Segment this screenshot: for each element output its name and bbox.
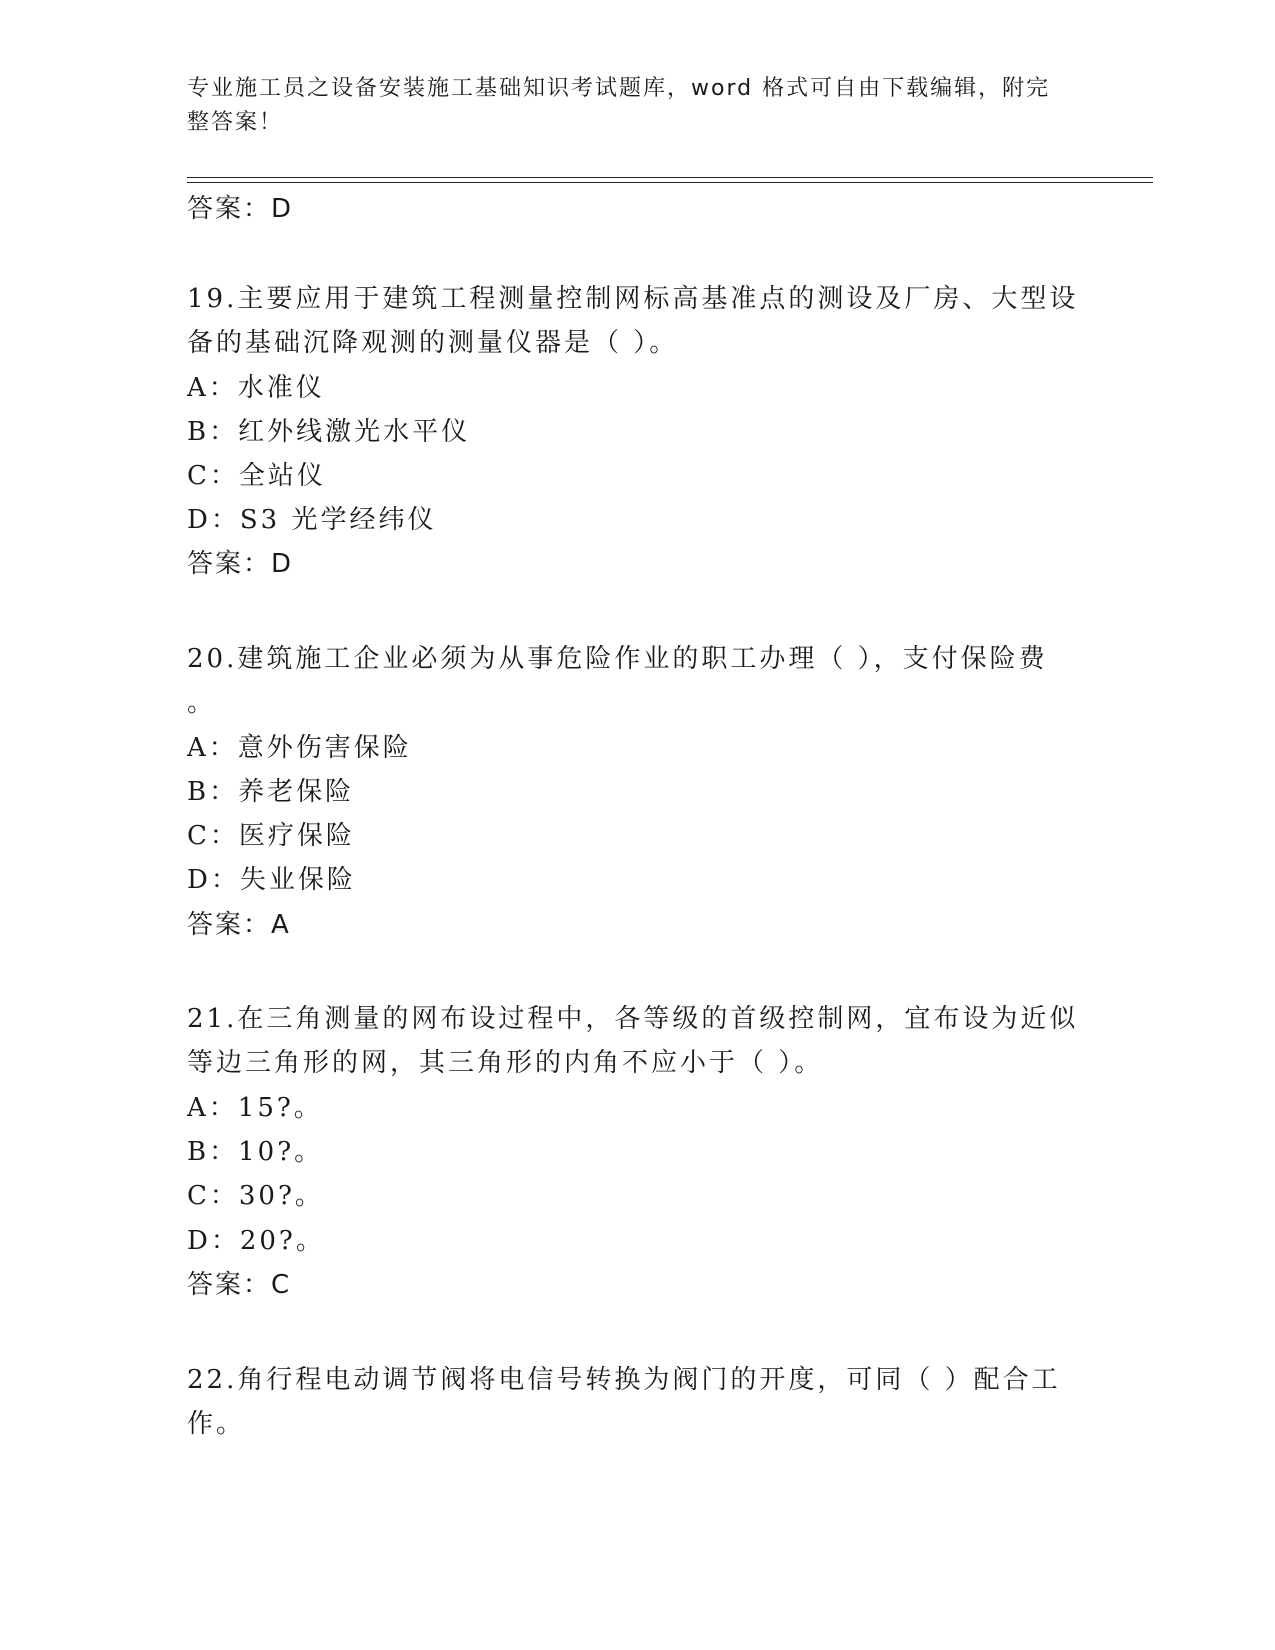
q21-option-b: B：10?。 [187,1137,324,1167]
q20-answer: 答案：A [187,910,291,940]
q19-option-a: A：水准仪 [187,373,325,403]
q21-stem-line-2: 等边三角形的网，其三角形的内角不应小于（ ）。 [187,1048,824,1078]
q21-stem-line-1: 21.在三角测量的网布设过程中，各等级的首级控制网，宜布设为近似 [187,1004,1079,1034]
q22-stem-line-1: 22.角行程电动调节阀将电信号转换为阀门的开度，可同（ ）配合工 [187,1365,1061,1395]
header-line-2: 整答案！ [187,110,284,135]
q21-option-d: D：20?。 [187,1226,325,1256]
header-line-1: 专业施工员之设备安装施工基础知识考试题库，word 格式可自由下载编辑，附完 [187,76,1051,101]
q20-option-b: B：养老保险 [187,777,355,807]
header-divider-top [187,177,1153,178]
prev-question-answer: 答案：D [187,194,294,224]
q20-stem-line-2: 。 [187,688,217,718]
q21-option-a: A：15?。 [187,1093,323,1123]
q20-option-d: D：失业保险 [187,865,356,895]
q20-option-a: A：意外伤害保险 [187,733,412,763]
q20-stem-line-1: 20.建筑施工企业必须为从事危险作业的职工办理（ ），支付保险费 [187,644,1048,674]
q22-stem-line-2: 作。 [187,1409,246,1439]
q21-answer: 答案：C [187,1270,292,1300]
header-divider-bottom [187,182,1153,183]
q19-option-d: D：S3 光学经纬仪 [187,505,437,535]
q19-answer: 答案：D [187,549,294,579]
q20-option-c: C：医疗保险 [187,821,355,851]
q19-option-b: B：红外线激光水平仪 [187,417,471,447]
q19-stem-line-1: 19.主要应用于建筑工程测量控制网标高基准点的测设及厂房、大型设 [187,284,1079,314]
document-header [187,72,1087,140]
q21-option-c: C：30?。 [187,1181,324,1211]
q19-stem-line-2: 备的基础沉降观测的测量仪器是（ ）。 [187,328,679,358]
q19-option-c: C：全站仪 [187,461,326,491]
